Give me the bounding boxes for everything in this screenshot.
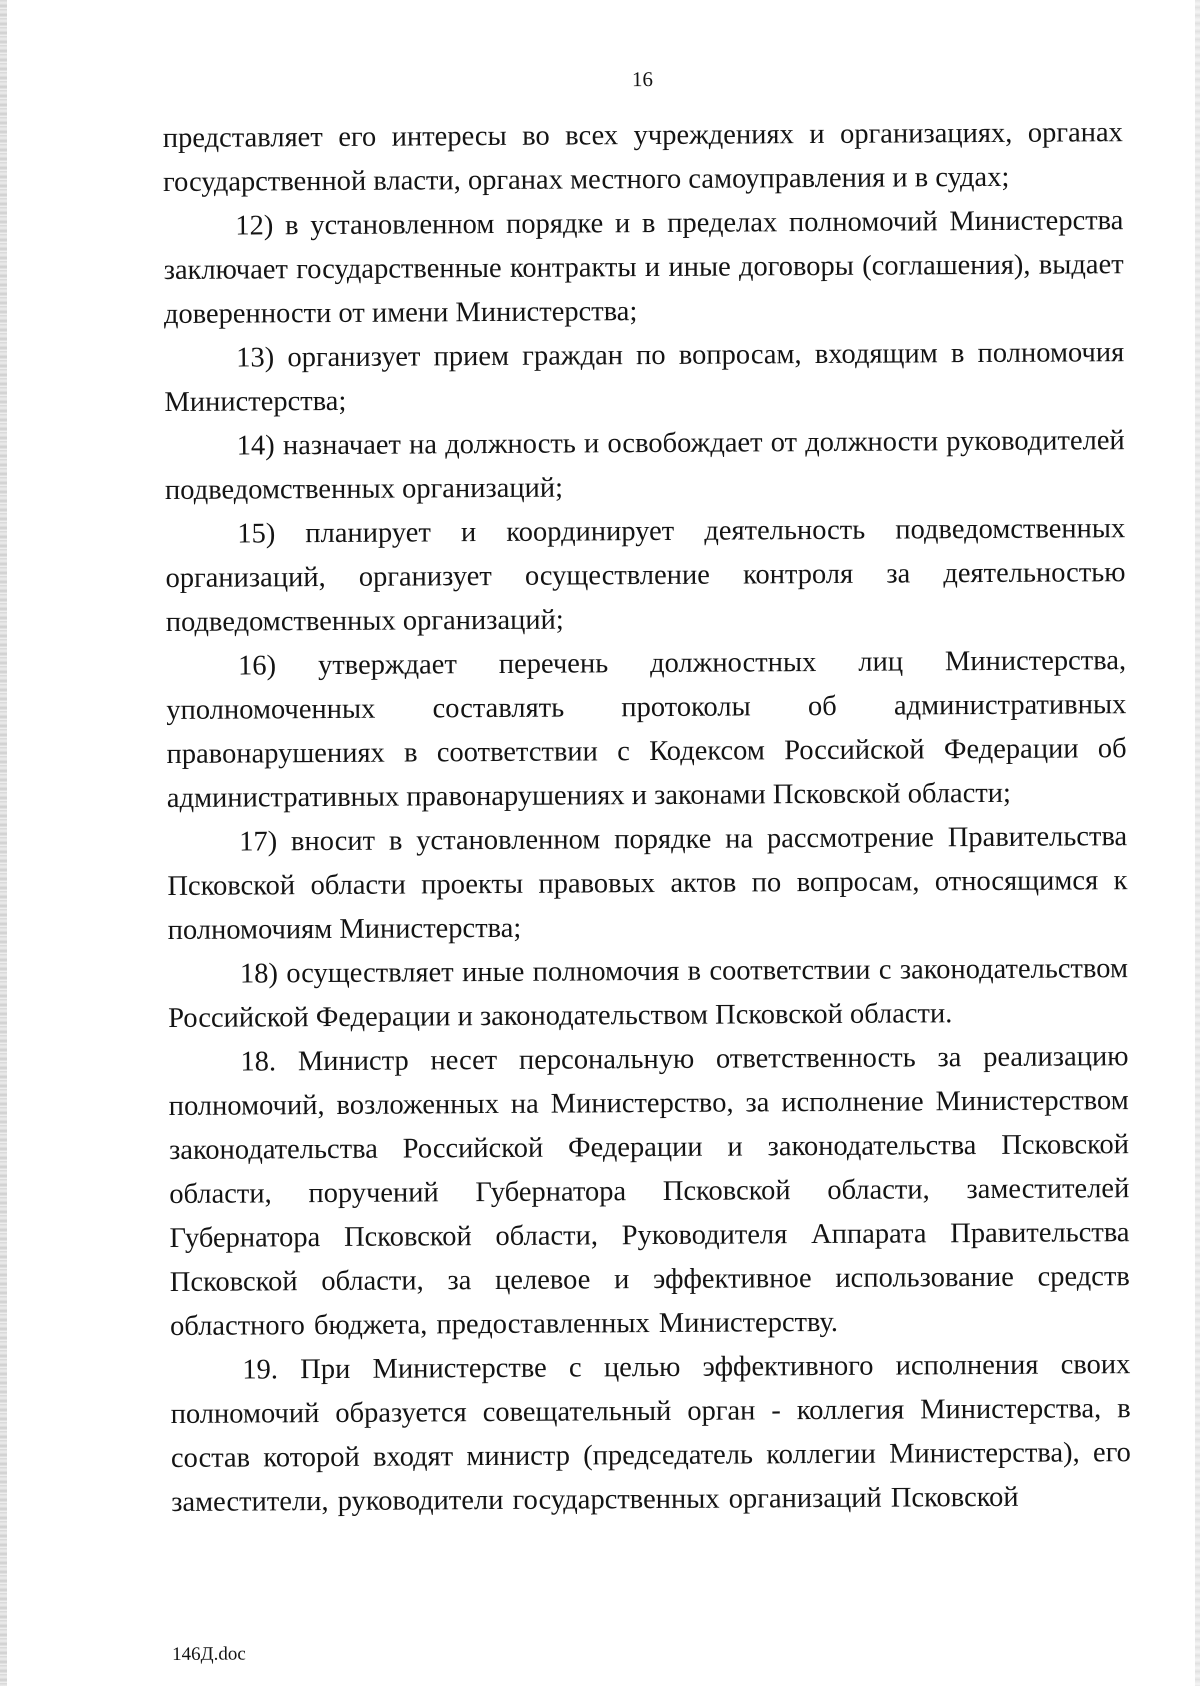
paragraph-clause-18: 18. Министр несет персональную ответственность за реализацию полномочий, возложенных на Министерство, за исполнение Министерством законодательства Российской Федерации и законодательства Псковской области, поручений Губернатора Псковской области, заместителей Губернатора Псковской области, Руководителя Аппарата Правительства Псковской области, за целевое и эффективное использование средств областного бюджета, предоставленных Министерству. — [168, 1041, 1130, 1342]
paragraph-item-15: 15) планирует и координирует деятельность подведомственных организаций, организует осуществление контроля за деятельностью подведомственных организаций; — [165, 513, 1126, 638]
paragraph-item-18: 18) осуществляет иные полномочия в соответствии с законодательством Российской Федерации и законодательством Псковской области. — [168, 953, 1129, 1034]
page-number: 16 — [631, 67, 654, 92]
paragraph-continuation: представляет его интересы во всех учреждениях и организациях, органах государственной власти, органах местного самоуправления и в судах; — [162, 117, 1123, 198]
document-body — [163, 111, 1132, 1525]
scan-edge-left — [0, 0, 7, 1686]
document-page — [162, 0, 1132, 1686]
scan-edge-right — [1195, 0, 1200, 1686]
paragraph-item-13: 13) организует прием граждан по вопросам, входящим в полномочия Министерства; — [164, 337, 1125, 418]
paragraph-item-12: 12) в установленном порядке и в пределах полномочий Министерства заключает государственные контракты и иные договоры (соглашения), выдает доверенности от имени Министерства; — [163, 205, 1124, 330]
paragraph-item-17: 17) вносит в установленном порядке на рассмотрение Правительства Псковской области проекты правовых актов по вопросам, относящимся к полномочиям Министерства; — [167, 821, 1128, 946]
paragraph-item-14: 14) назначает на должность и освобождает от должности руководителей подведомственных организаций; — [164, 425, 1125, 506]
paragraph-clause-19: 19. При Министерстве с целью эффективного исполнения своих полномочий образуется совещательный орган - коллегия Министерства, в состав которой входят министр (председатель коллегии Министерства), его заместители, руководители государственных организаций Псковской — [170, 1349, 1131, 1518]
paragraph-item-16: 16) утверждает перечень должностных лиц Министерства, уполномоченных составлять протоколы об административных правонарушениях в соответствии с Кодексом Российской Федерации об административных правонарушениях и законами Псковской области; — [166, 645, 1127, 814]
footer-filename: 146Д.doc — [172, 1643, 246, 1665]
